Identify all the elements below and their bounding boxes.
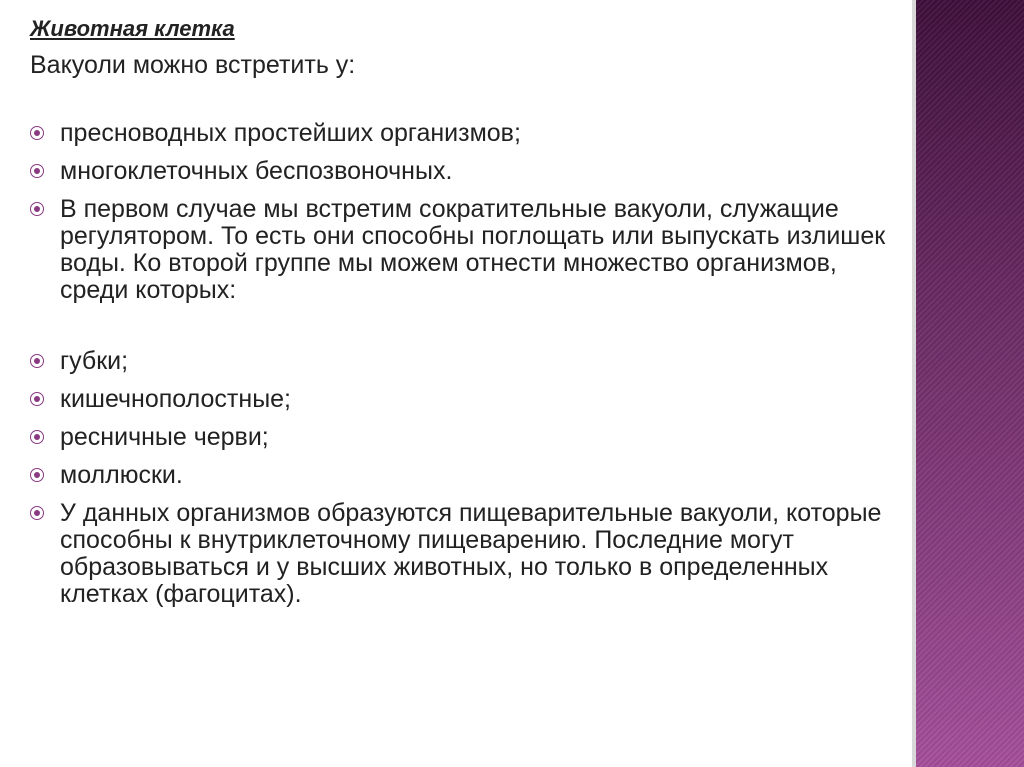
circle-dot-bullet-icon — [30, 164, 44, 178]
bullet-item — [30, 120, 900, 147]
bullet-text: У данных организмов образуются пищеварительные вакуоли, которые способны к внутриклеточному пищеварению. Последние могут образовываться и у высших животных, но только в определенных клетках (фагоцитах). — [60, 499, 882, 608]
slide-heading: Животная клетка — [30, 16, 235, 41]
circle-dot-bullet-icon — [30, 354, 44, 368]
decorative-side-bar — [912, 0, 1024, 767]
circle-dot-bullet-icon — [30, 430, 44, 444]
bullet-item — [30, 500, 900, 608]
bullet-item — [30, 386, 900, 413]
circle-dot-bullet-icon — [30, 468, 44, 482]
bullet-text: губки; — [60, 347, 129, 375]
bullet-list-first — [30, 120, 900, 304]
slide-subheading: Вакуоли можно встретить у: — [30, 51, 356, 79]
bullet-text: пресноводных простейших организмов; — [60, 119, 521, 147]
bullet-item — [30, 424, 900, 451]
bullet-item — [30, 196, 900, 304]
bullet-text: кишечнополостные; — [60, 385, 292, 413]
bullet-text: ресничные черви; — [60, 423, 269, 451]
circle-dot-bullet-icon — [30, 126, 44, 140]
circle-dot-bullet-icon — [30, 506, 44, 520]
bullet-item — [30, 158, 900, 185]
bullet-text: В первом случае мы встретим сократительные вакуоли, служащие регулятором. То есть они способны поглощать или выпускать излишек воды. Ко второй группе мы можем отнести множество организмов, среди которых: — [60, 195, 886, 304]
circle-dot-bullet-icon — [30, 392, 44, 406]
bullet-item — [30, 348, 900, 375]
bullet-text: моллюски. — [60, 461, 183, 489]
bullet-list-second — [30, 348, 900, 608]
bullet-item — [30, 462, 900, 489]
circle-dot-bullet-icon — [30, 202, 44, 216]
bullet-text: многоклеточных беспозвоночных. — [60, 157, 453, 185]
slide-content — [30, 14, 900, 619]
